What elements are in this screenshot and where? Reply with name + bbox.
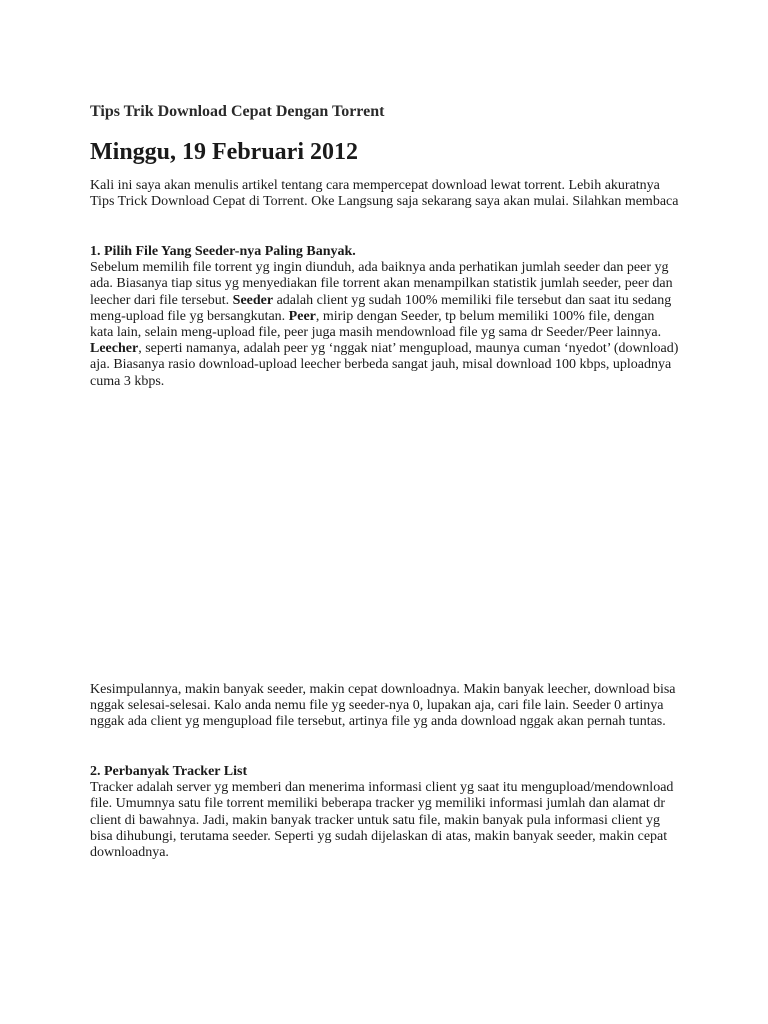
section-2-heading: 2. Perbanyak Tracker List — [90, 764, 248, 779]
intro-text: Kali ini saya akan menulis artikel tentang cara mempercepat download lewat torrent. Lebih akuratnya Tips Trick Download Cepat di Torrent. Oke Langsung saja sekarang saya akan mulai. Silahkan membaca — [90, 178, 679, 210]
intro-paragraph — [90, 178, 680, 210]
term-peer: Peer — [288, 308, 316, 324]
section-2 — [90, 764, 680, 861]
section-2-body: Tracker adalah server yg memberi dan menerima informasi client yg saat itu mengupload/mendownload file. Umumnya satu file torrent memiliki beberapa tracker yg memiliki informasi jumlah dan alamat dr client di bawahnya. Jadi, makin banyak tracker untuk satu file, makin banyak pula informasi client yg bisa dihubungi, terutama seeder. Seperti yg sudah dijelaskan di atas, makin banyak seeder, makin cepat downloadnya. — [90, 780, 674, 861]
section-1-heading: 1. Pilih File Yang Seeder-nya Paling Banyak. — [90, 244, 356, 259]
post-date: Minggu, 19 Februari 2012 — [90, 139, 358, 165]
term-leecher: Leecher — [90, 341, 139, 357]
conclusion-paragraph — [90, 682, 680, 731]
section-1-text-b: adalah client yg sudah 100% memiliki file tersebut dan saat itu sedang meng-upload file yg bersangkutan. — [90, 292, 672, 324]
conclusion-text: Kesimpulannya, makin banyak seeder, makin cepat downloadnya. Makin banyak leecher, download bisa nggak selesai-selesai. Kalo anda nemu file yg seeder-nya 0, lupakan aja, cari file lain. Seeder 0 artinya nggak ada client yg mengupload file tersebut, artinya file yg anda download nggak akan pernah tuntas. — [90, 682, 676, 730]
section-1-text-a: Sebelum memilih file torrent yg ingin diunduh, ada baiknya anda perhatikan jumlah seeder dan peer yg ada. Biasanya tiap situs yg menyediakan file torrent akan menampilkan statistik jumlah seeder, peer dan leecher dari file tersebut. — [90, 260, 673, 308]
section-1 — [90, 244, 680, 390]
section-1-text-c: , mirip dengan Seeder, tp belum memiliki 100% file, dengan kata lain, selain meng-upload file, peer juga masih mendownload file yg sama dr Seeder/Peer lainnya. — [90, 308, 662, 341]
term-seeder: Seeder — [232, 292, 274, 308]
article-title: Tips Trik Download Cepat Dengan Torrent — [90, 103, 385, 120]
section-1-text-d: , seperti namanya, adalah peer yg ‘nggak niat’ mengupload, maunya cuman ‘nyedot’ (download) aja. Biasanya rasio download-upload leecher berbeda sangat jauh, misal download 100 kbps, uploadnya cuma 3 kbps. — [90, 341, 679, 389]
section-1-body — [90, 260, 680, 390]
